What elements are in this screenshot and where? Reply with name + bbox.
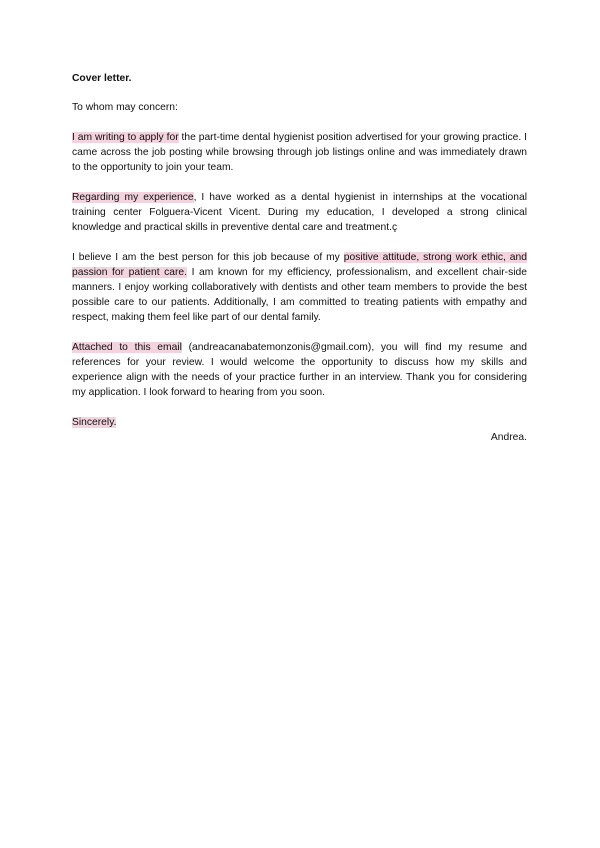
- paragraph-intro-text: the part-time dental hygienist position advertised for your growing practice. I came across the job posting while browsing through job listings online and was immediately drawn to the opportunity to join your team.: [72, 132, 527, 173]
- letter-title: Cover letter.: [72, 73, 132, 84]
- paragraph-experience: [72, 190, 527, 235]
- paragraph-qualities-text-after: I am known for my efficiency, professionalism, and excellent chair-side manners. I enjoy working collaboratively with dentists and other team members to provide the best possible care to our patients. Additionally, I am committed to treating patients with empathy and respect, making them feel like part of our dental family.: [72, 267, 527, 323]
- highlight-experience: Regarding my experience: [72, 192, 194, 203]
- paragraph-qualities: [72, 250, 527, 325]
- letter-salutation: To whom may concern:: [72, 102, 178, 113]
- highlight-qualities: positive attitude, strong work ethic, and passion for patient care.: [72, 252, 527, 278]
- paragraph-intro: [72, 130, 527, 175]
- highlight-attachment: Attached to this email: [72, 342, 182, 353]
- letter-closing: [72, 415, 527, 430]
- paragraph-attachment: [72, 340, 527, 400]
- letter-body: [72, 71, 527, 445]
- paragraph-attachment-text: (andreacanabatemonzonis@gmail.com), you will find my resume and references for your review. I would welcome the opportunity to discuss how my skills and experience align with the needs of your practice further in an interview. Thank you for considering my application. I look forward to hearing from you soon.: [72, 342, 527, 398]
- letter-signature: Andrea.: [490, 432, 527, 443]
- highlight-intro: I am writing to apply for: [72, 132, 179, 143]
- highlight-closing: Sincerely.: [72, 417, 117, 428]
- paragraph-qualities-text-before: I believe I am the best person for this job because of my: [72, 252, 344, 263]
- paragraph-experience-text: , I have worked as a dental hygienist in internships at the vocational training center Folguera-Vicent Vicent. During my education, I developed a strong clinical knowledge and practical skills in preventive dental care and treatment.ç: [72, 192, 527, 233]
